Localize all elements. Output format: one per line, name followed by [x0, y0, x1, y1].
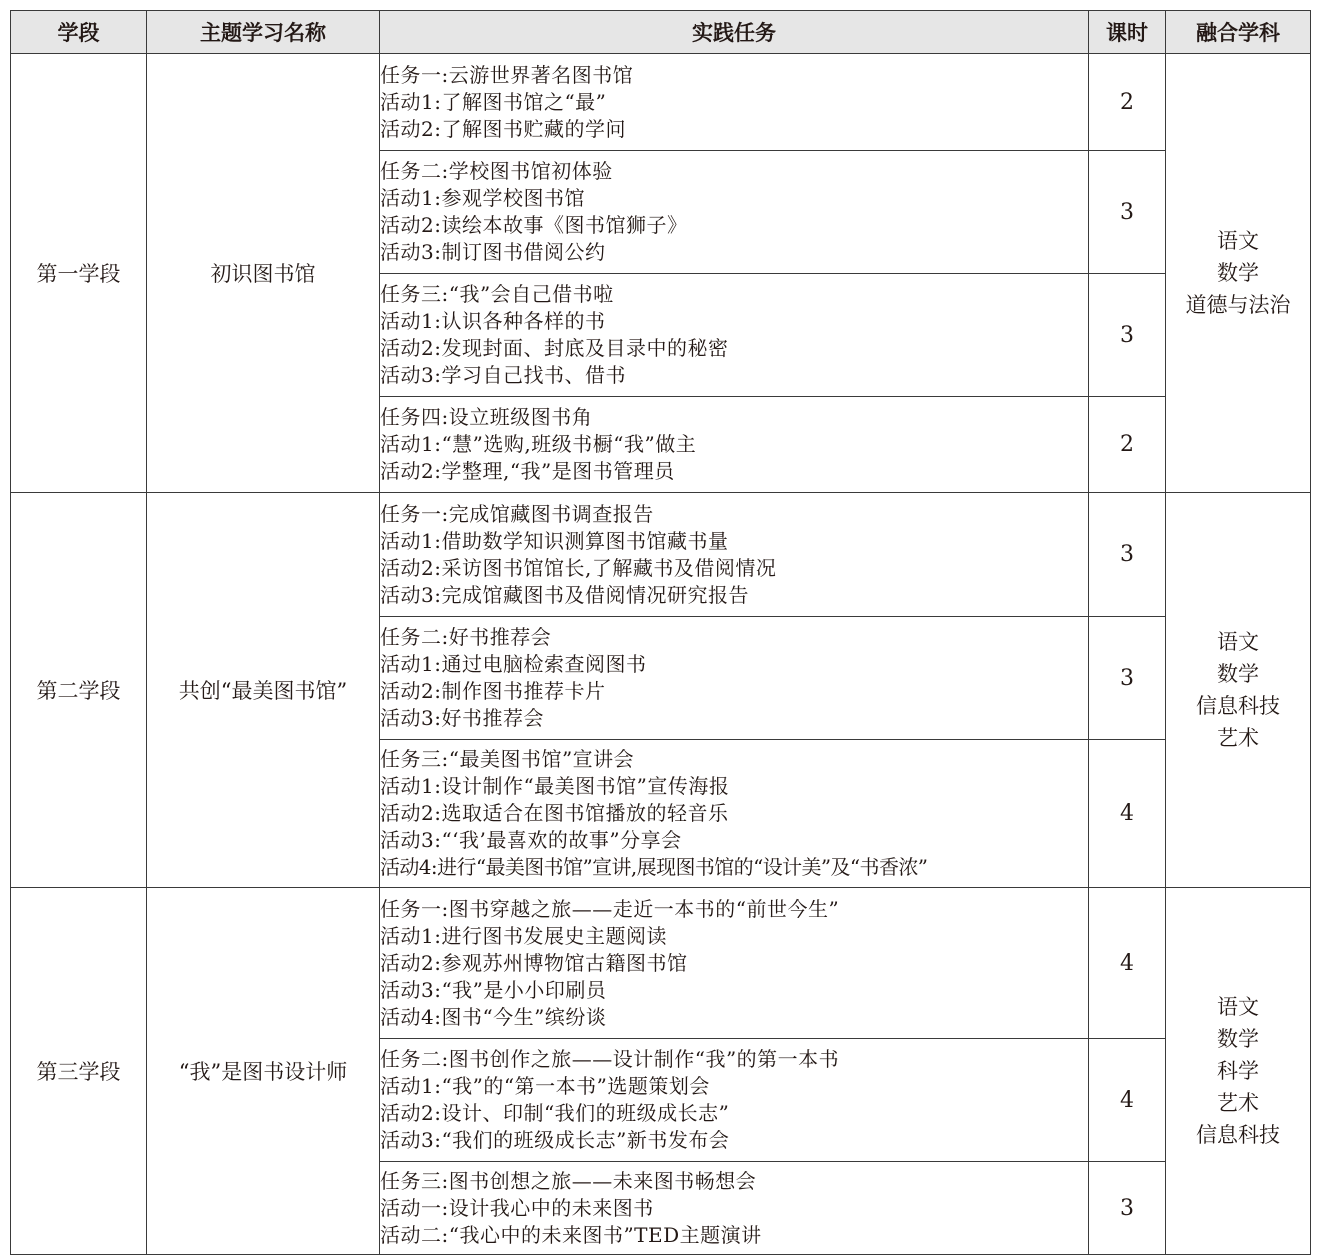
subject-item: 数学: [1217, 261, 1259, 285]
subjects-cell: [1166, 493, 1311, 888]
task-line: 任务一:云游世界著名图书馆: [380, 62, 634, 87]
activity-line: 活动3:“我们的班级成长志”新书发布会: [380, 1128, 730, 1152]
activity-line: 活动2:了解图书贮藏的学问: [380, 116, 626, 141]
activity-line: 活动2:学整理,“我”是图书管理员: [380, 459, 675, 483]
subjects-cell: [1166, 888, 1311, 1255]
subject-item: 艺术: [1217, 726, 1259, 750]
subject-item: 数学: [1217, 662, 1259, 686]
task-cell: [380, 740, 1089, 888]
hours-cell: 4: [1089, 1039, 1166, 1162]
subject-item: 道德与法治: [1185, 293, 1291, 317]
task-cell: [380, 1162, 1089, 1255]
task-cell: [380, 397, 1089, 493]
task-cell: [380, 617, 1089, 740]
stage-cell: 第三学段: [11, 888, 147, 1255]
activity-line: 活动2:制作图书推荐卡片: [380, 679, 606, 703]
task-cell: [380, 493, 1089, 617]
hours-cell: 3: [1089, 617, 1166, 740]
header-subjects: 融合学科: [1166, 11, 1311, 54]
activity-line: 活动1:“慧”选购,班级书橱“我”做主: [380, 432, 697, 456]
task-cell: [380, 274, 1089, 397]
hours-cell: 3: [1089, 493, 1166, 617]
task-line: 任务一:完成馆藏图书调查报告: [380, 501, 654, 526]
theme-cell: 初识图书馆: [147, 54, 380, 493]
task-line: 任务三:“最美图书馆”宣讲会: [380, 747, 635, 771]
subject-item: 艺术: [1217, 1091, 1259, 1115]
subject-item: 语文: [1217, 630, 1259, 654]
task-cell: [380, 151, 1089, 274]
subject-item: 信息科技: [1196, 1123, 1280, 1147]
theme-cell: 共创“最美图书馆”: [147, 493, 380, 888]
hours-cell: 3: [1089, 151, 1166, 274]
table-row: [11, 493, 1311, 617]
activity-line: 活动1:“我”的“第一本书”选题策划会: [380, 1074, 710, 1098]
subject-item: 数学: [1217, 1027, 1259, 1051]
activity-line: 活动2:发现封面、封底及目录中的秘密: [380, 336, 729, 360]
task-cell: [380, 1039, 1089, 1162]
activity-line: 活动1:通过电脑检索查阅图书: [380, 652, 647, 676]
activity-line: 活动4:图书“今生”缤纷谈: [380, 1004, 607, 1029]
activity-line: 活动一:设计我心中的未来图书: [380, 1195, 654, 1220]
hours-cell: 2: [1089, 397, 1166, 493]
hours-cell: 4: [1089, 740, 1166, 888]
subject-item: 语文: [1217, 995, 1259, 1019]
header-stage: 学段: [11, 11, 147, 54]
activity-line: 活动1:了解图书馆之“最”: [380, 89, 607, 114]
activity-line: 活动二:“我心中的未来图书”TED主题演讲: [380, 1222, 762, 1247]
hours-cell: 3: [1089, 1162, 1166, 1255]
subject-item: 科学: [1217, 1059, 1259, 1083]
theme-cell: “我”是图书设计师: [147, 888, 380, 1255]
stage-cell: 第二学段: [11, 493, 147, 888]
hours-cell: 3: [1089, 274, 1166, 397]
curriculum-table: [10, 10, 1311, 1255]
task-line: 任务二:图书创作之旅——设计制作“我”的第一本书: [380, 1047, 840, 1071]
task-line: 任务二:好书推荐会: [380, 625, 552, 649]
table-row: [11, 888, 1311, 1039]
header-theme: 主题学习名称: [147, 11, 380, 54]
activity-line: 活动3:完成馆藏图书及借阅情况研究报告: [380, 582, 749, 607]
activity-line: 活动3:“我”是小小印刷员: [380, 977, 607, 1002]
hours-cell: 4: [1089, 888, 1166, 1039]
activity-line: 活动1:借助数学知识测算图书馆藏书量: [380, 528, 729, 553]
activity-line: 活动2:选取适合在图书馆播放的轻音乐: [380, 801, 729, 825]
header-tasks: 实践任务: [380, 11, 1089, 54]
activity-line: 活动3:学习自己找书、借书: [380, 363, 626, 387]
activity-line: 活动1:认识各种各样的书: [380, 309, 606, 333]
activity-line: 活动3:制订图书借阅公约: [380, 240, 606, 264]
header-hours: 课时: [1089, 11, 1166, 54]
header-row: [11, 11, 1311, 54]
activity-line: 活动3:好书推荐会: [380, 706, 544, 730]
task-line: 任务二:学校图书馆初体验: [380, 159, 613, 183]
activity-line: 活动1:设计制作“最美图书馆”宣传海报: [380, 774, 730, 798]
activity-line: 活动1:进行图书发展史主题阅读: [380, 923, 667, 948]
task-line: 任务三:图书创想之旅——未来图书畅想会: [380, 1168, 757, 1193]
activity-line: 活动3:“‘我’最喜欢的故事”分享会: [380, 828, 682, 852]
stage-cell: 第一学段: [11, 54, 147, 493]
task-cell: [380, 888, 1089, 1039]
task-line: 任务一:图书穿越之旅——走近一本书的“前世今生”: [380, 896, 840, 921]
task-cell: [380, 54, 1089, 151]
subject-item: 语文: [1217, 229, 1259, 253]
subjects-cell: [1166, 54, 1311, 493]
task-line: 任务四:设立班级图书角: [380, 405, 593, 429]
activity-line: 活动1:参观学校图书馆: [380, 186, 585, 210]
activity-line: 活动2:参观苏州博物馆古籍图书馆: [380, 950, 688, 975]
table-row: [11, 54, 1311, 151]
hours-cell: 2: [1089, 54, 1166, 151]
subject-item: 信息科技: [1196, 694, 1280, 718]
activity-line: 活动2:读绘本故事《图书馆狮子》: [380, 213, 688, 237]
activity-line: 活动2:采访图书馆馆长,了解藏书及借阅情况: [380, 555, 777, 580]
task-line: 任务三:“我”会自己借书啦: [380, 282, 614, 306]
activity-line: 活动2:设计、印制“我们的班级成长志”: [380, 1101, 730, 1125]
activity-line: 活动4:进行“最美图书馆”宣讲,展现图书馆的“设计美”及“书香浓”: [380, 855, 928, 879]
